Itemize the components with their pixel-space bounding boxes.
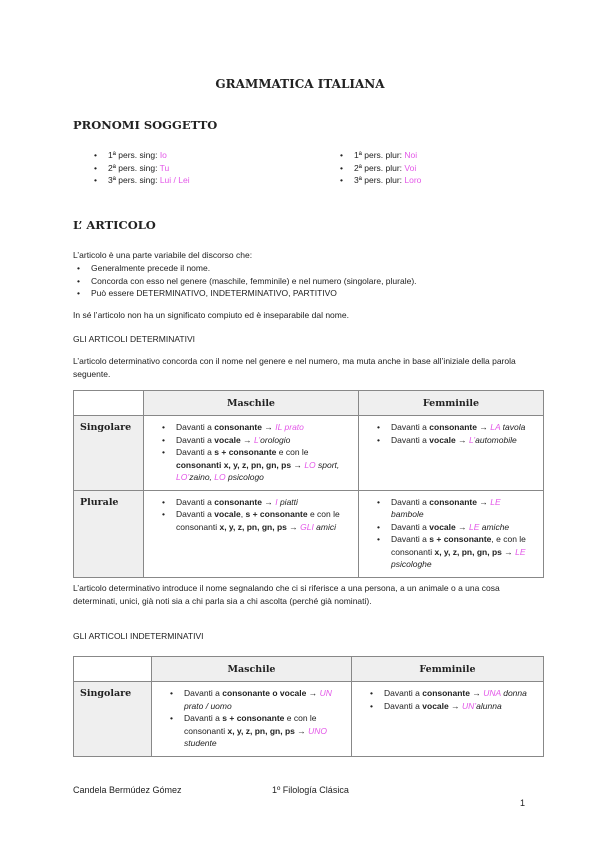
articolo-intro: L’articolo è una parte variabile del discorso che: bbox=[73, 250, 253, 260]
table-corner bbox=[74, 391, 144, 416]
list-item: • 1ª pers. plur: Noi bbox=[336, 149, 536, 162]
table-cell bbox=[152, 682, 352, 757]
page-number: 1 bbox=[520, 798, 526, 808]
list-item: • Davanti a s + consonante e con le consonanti x, y, z, pn, gn, ps → LO sport, LO’zaino, LO psicologo bbox=[158, 446, 348, 484]
table-cell bbox=[144, 416, 359, 491]
pronomi-list-plural bbox=[336, 149, 536, 187]
section-heading-articolo: L’ ARTICOLO bbox=[73, 218, 156, 232]
determinativi-after: L’articolo determinativo introduce il nome segnalando che ci si riferisce a una persona, a un animale o a una cosa determinati, unici, già noti sia a chi parla sia a chi ascolta (perché già nominati). bbox=[73, 583, 500, 606]
row-header-plurale: Plurale bbox=[74, 490, 144, 577]
page-title: GRAMMATICA ITALIANA bbox=[215, 77, 385, 91]
table-cell bbox=[144, 490, 359, 577]
determinativi-table bbox=[73, 390, 544, 578]
footer-course: 1º Filología Clásica bbox=[272, 785, 349, 795]
table-corner bbox=[74, 657, 152, 682]
list-item: • 2ª pers. plur: Voi bbox=[336, 162, 536, 175]
table-cell bbox=[359, 416, 544, 491]
subheading-determinativi: GLI ARTICOLI DETERMINATIVI bbox=[73, 334, 196, 344]
list-item: • Davanti a vocale → UN’alunna bbox=[366, 700, 533, 713]
list-item: • Davanti a consonante → LE bambole bbox=[373, 496, 533, 521]
list-item: • Davanti a s + consonante e con le consonanti x, y, z, pn, gn, ps → UNO studente bbox=[166, 712, 341, 750]
row-header-singolare: Singolare bbox=[74, 416, 144, 491]
articolo-note: In sé l’articolo non ha un significato compiuto ed è inseparabile dal nome. bbox=[73, 310, 349, 320]
list-item: • Davanti a consonante → LA tavola bbox=[373, 421, 533, 434]
list-item: • Generalmente precede il nome. bbox=[73, 262, 543, 275]
column-header-femminile: Femminile bbox=[359, 391, 544, 416]
row-header-singolare: Singolare bbox=[74, 682, 152, 757]
list-item: • Davanti a vocale → LE amiche bbox=[373, 521, 533, 534]
column-header-femminile: Femminile bbox=[352, 657, 544, 682]
column-header-maschile: Maschile bbox=[144, 391, 359, 416]
list-item: • 3ª pers. plur: Loro bbox=[336, 174, 536, 187]
determinativi-intro: L’articolo determinativo concorda con il nome nel genere e nel numero, ma muta anche in base all’iniziale della parola seguente. bbox=[73, 356, 516, 379]
list-item: • Davanti a vocale → L’orologio bbox=[158, 434, 348, 447]
list-item: • 1ª pers. sing: Io bbox=[90, 149, 310, 162]
list-item: • Davanti a s + consonante, e con le consonanti x, y, z, pn, gn, ps → LE psicologhe bbox=[373, 533, 533, 571]
list-item: • Davanti a consonante → IL prato bbox=[158, 421, 348, 434]
list-item: • 2ª pers. sing: Tu bbox=[90, 162, 310, 175]
list-item: • Può essere DETERMINATIVO, INDETERMINATIVO, PARTITIVO bbox=[73, 287, 543, 300]
list-item: • Davanti a vocale, s + consonante e con le consonanti x, y, z, pn, gn, ps → GLI amici bbox=[158, 508, 348, 533]
articolo-bullets bbox=[73, 262, 543, 300]
column-header-maschile: Maschile bbox=[152, 657, 352, 682]
list-item: • Davanti a consonante o vocale → UN prato / uomo bbox=[166, 687, 341, 712]
indeterminativi-table bbox=[73, 656, 544, 757]
subheading-indeterminativi: GLI ARTICOLI INDETERMINATIVI bbox=[73, 631, 204, 641]
table-cell bbox=[359, 490, 544, 577]
list-item: • Davanti a vocale → L’automobile bbox=[373, 434, 533, 447]
footer-author: Candela Bermúdez Gómez bbox=[73, 785, 182, 795]
list-item: • 3ª pers. sing: Lui / Lei bbox=[90, 174, 310, 187]
list-item: • Davanti a consonante → I piatti bbox=[158, 496, 348, 509]
list-item: • Davanti a consonante → UNA donna bbox=[366, 687, 533, 700]
section-heading-pronomi: PRONOMI SOGGETTO bbox=[73, 118, 218, 132]
table-cell bbox=[352, 682, 544, 757]
list-item: • Concorda con esso nel genere (maschile, femminile) e nel numero (singolare, plurale). bbox=[73, 275, 543, 288]
pronomi-list-singular bbox=[90, 149, 310, 187]
